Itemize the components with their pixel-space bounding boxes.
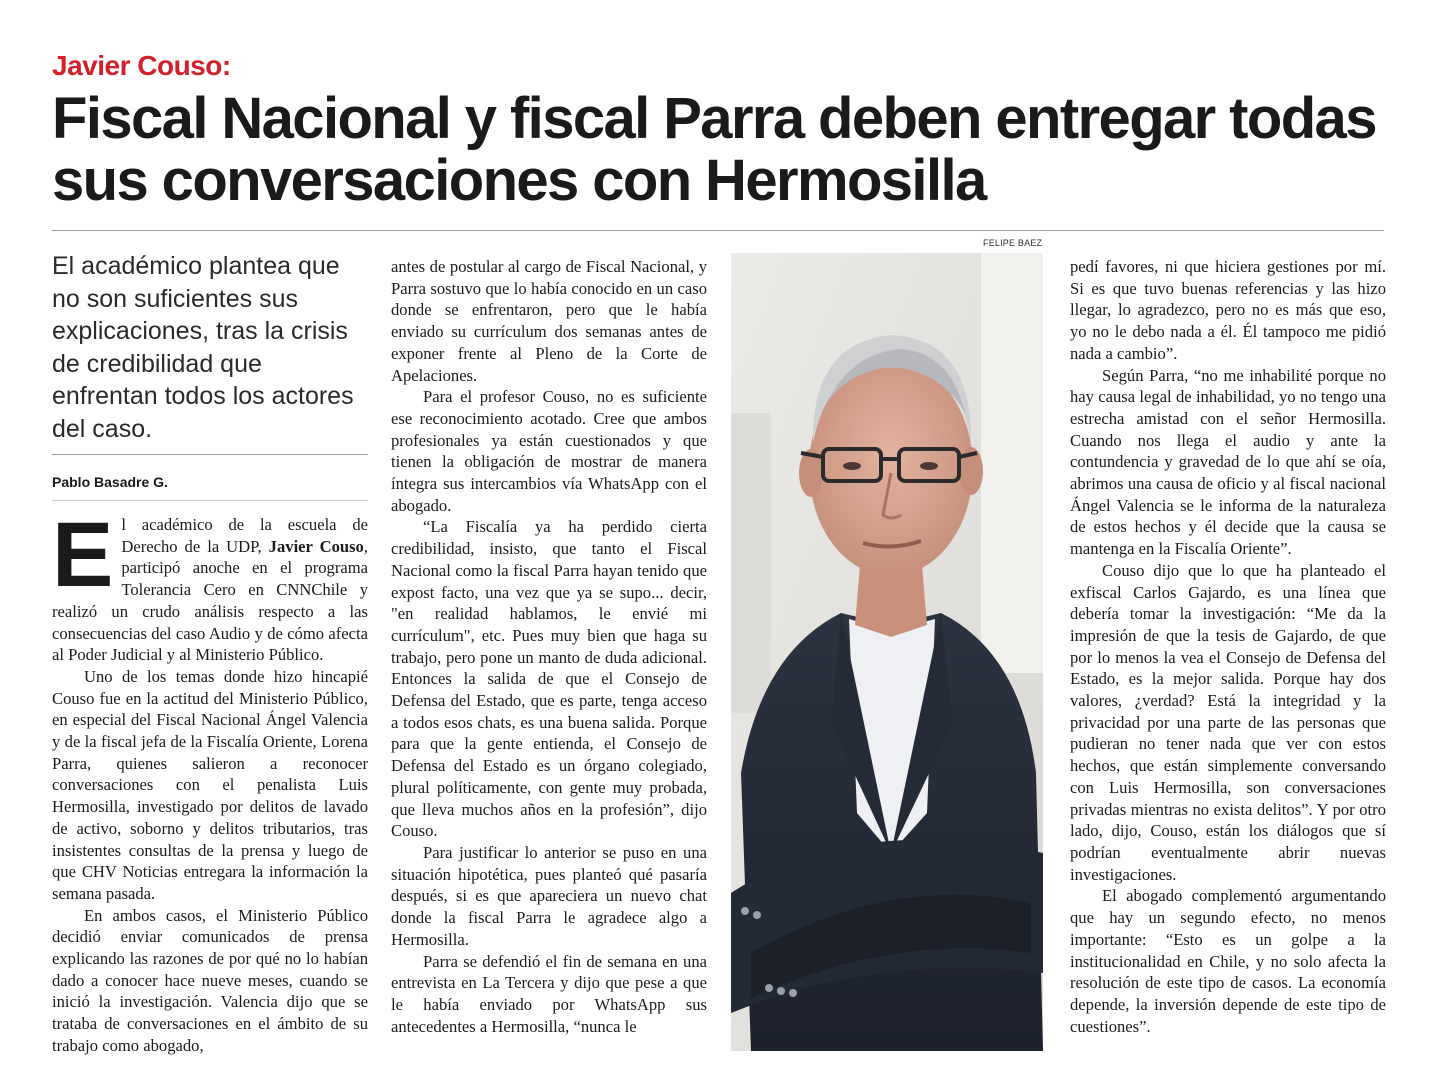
byline: Pablo Basadre G. xyxy=(52,474,168,490)
lede-rule xyxy=(52,454,368,455)
portrait-photo xyxy=(731,253,1043,1051)
interviewee-name: Javier Couso xyxy=(268,536,364,556)
p1-start: l académico de la escuela de Derecho de la UDP, xyxy=(121,515,368,556)
paragraph-3: En ambos casos, el Ministerio Público decidió enviar comunicados de prensa explicando las razones de por qué no lo habían dado a conocer hace nueve meses, cuando se inició la investigación. Valencia dijo que se trataba de conversaciones en el ámbito de su trabajo como abogado, xyxy=(52,905,368,1055)
kicker: Javier Couso: xyxy=(52,50,231,81)
photo-credit: FELIPE BAEZ xyxy=(983,238,1043,248)
paragraph-7: Para justificar lo anterior se puso en una situación hipotética, pues planteó qué pasaría después, si es que apareciera un nuevo chat donde la fiscal Parra le agradece algo a Hermosilla. xyxy=(391,842,707,949)
column-1 xyxy=(52,514,368,1062)
paragraph-10: Según Parra, “no me inhabilité porque no hay causa legal de inhabilidad, yo no tengo una estrecha amistad con el señor Hermosilla. Cuando nos llega el audio y ante la contundencia y gravedad de lo que ahí se oía, abrimos una causa de oficio y al fiscal nacional Ángel Valencia se le informa de la naturaleza de estos hechos y él decide que la causa se mantenga en la Fiscalía Oriente”. xyxy=(1070,365,1386,559)
p1-end: , participó anoche en el programa Tolerancia Cero en CNNChile y realizó un crudo análisis respecto a las consecuencias del caso Audio y de cómo afecta al Poder Judicial y al Ministerio Público. xyxy=(52,536,368,665)
byline-rule xyxy=(52,500,368,501)
paragraph-11: Couso dijo que lo que ha planteado el exfiscal Carlos Gajardo, es una línea que debería tomar la investigación: “Me da la impresión de que la tesis de Gajardo, de que por lo menos la vea el Consejo de Defensa del Estado, es la mejor salida. Porque hay dos valores, ¿verdad? Está la integridad y la privacidad por una parte de las personas que pudieran no tener nada que ver con estos hechos, que están simplemente conversando con Luis Hermosilla, son conversaciones privadas mientras no exista delitos”. Y por otro lado, dijo, Couso, están los diálogos que sí podrían eventualmente abrir nuevas investigaciones. xyxy=(1070,560,1386,884)
paragraph-8: Parra se defendió el fin de semana en una entrevista en La Tercera y dijo que pese a que le había enviado por WhatsApp sus antecedentes a Hermosilla, “nunca le xyxy=(391,951,707,1036)
paragraph-6: “La Fiscalía ya ha perdido cierta credibilidad, insisto, que tanto el Fiscal Nacional como la fiscal Parra hayan tenido que expost facto, una vez que ya se supo... decir, "en realidad hablamos, le envié mi currículum", etc. Pues muy bien que haga su trabajo, pero pone un manto de duda adicional. Entonces la salida de que el Consejo de Defensa del Estado, que es parte, tenga acceso a todos esos chats, es una buena salida. Porque para que la gente entienda, el Consejo de Defensa del Estado es un órgano colegiado, plural políticamente, con gente muy probada, que lleva muchos años en la profesión”, dijo Couso. xyxy=(391,517,707,841)
lede: El académico plantea que no son suficientes sus explicaciones, tras la crisis de credibilidad que enfrentan todos los actores del caso. xyxy=(52,252,354,443)
paragraph-2: Uno de los temas donde hizo hincapié Couso fue en la actitud del Ministerio Público, en especial del Fiscal Nacional Ángel Valencia y de la fiscal jefa de la Fiscalía Oriente, Lorena Parra, quienes salieron a reconocer conversaciones con el penalista Luis Hermosilla, investigado por delitos de lavado de activo, soborno y delitos tributarios, tras insistentes consultas de la prensa y luego de que CHV Noticias entregara la información la semana pasada. xyxy=(52,666,368,903)
column-2 xyxy=(391,256,707,1062)
column-4 xyxy=(1070,256,1386,1062)
paragraph-12: El abogado complementó argumentando que hay un segundo efecto, no menos importante: “Esto es un golpe a la institucionalidad en Chile, y no solo afecta la resolución de este tipo de casos. La economía depende, la inversión depende de este tipo de cuestiones”. xyxy=(1070,886,1386,1036)
paragraph-4: antes de postular al cargo de Fiscal Nacional, y Parra sostuvo que lo había conocido en un caso donde se enfrentaron, pero que le había enviado su currículum dos semanas antes de exponer frente al Pleno de la Corte de Apelaciones. xyxy=(391,257,707,385)
paragraph-1 xyxy=(52,514,368,666)
drop-cap: E xyxy=(52,514,114,606)
paragraph-9: pedí favores, ni que hiciera gestiones por mí. Si es que tuvo buenas referencias y las hizo llegar, lo agradezco, pero no es más que eso, yo no le debo nada a él. Él tampoco me pidió nada a cambio”. xyxy=(1070,257,1386,363)
headline: Fiscal Nacional y fiscal Parra deben entregar todas sus conversaciones con Hermosilla xyxy=(52,86,1376,213)
top-rule xyxy=(52,230,1384,231)
paragraph-5: Para el profesor Couso, no es suficiente ese reconocimiento acotado. Cree que ambos profesionales ya están cuestionados y que tienen la obligación de mostrar de manera íntegra sus intercambios vía WhatsApp con el abogado. xyxy=(391,387,707,515)
